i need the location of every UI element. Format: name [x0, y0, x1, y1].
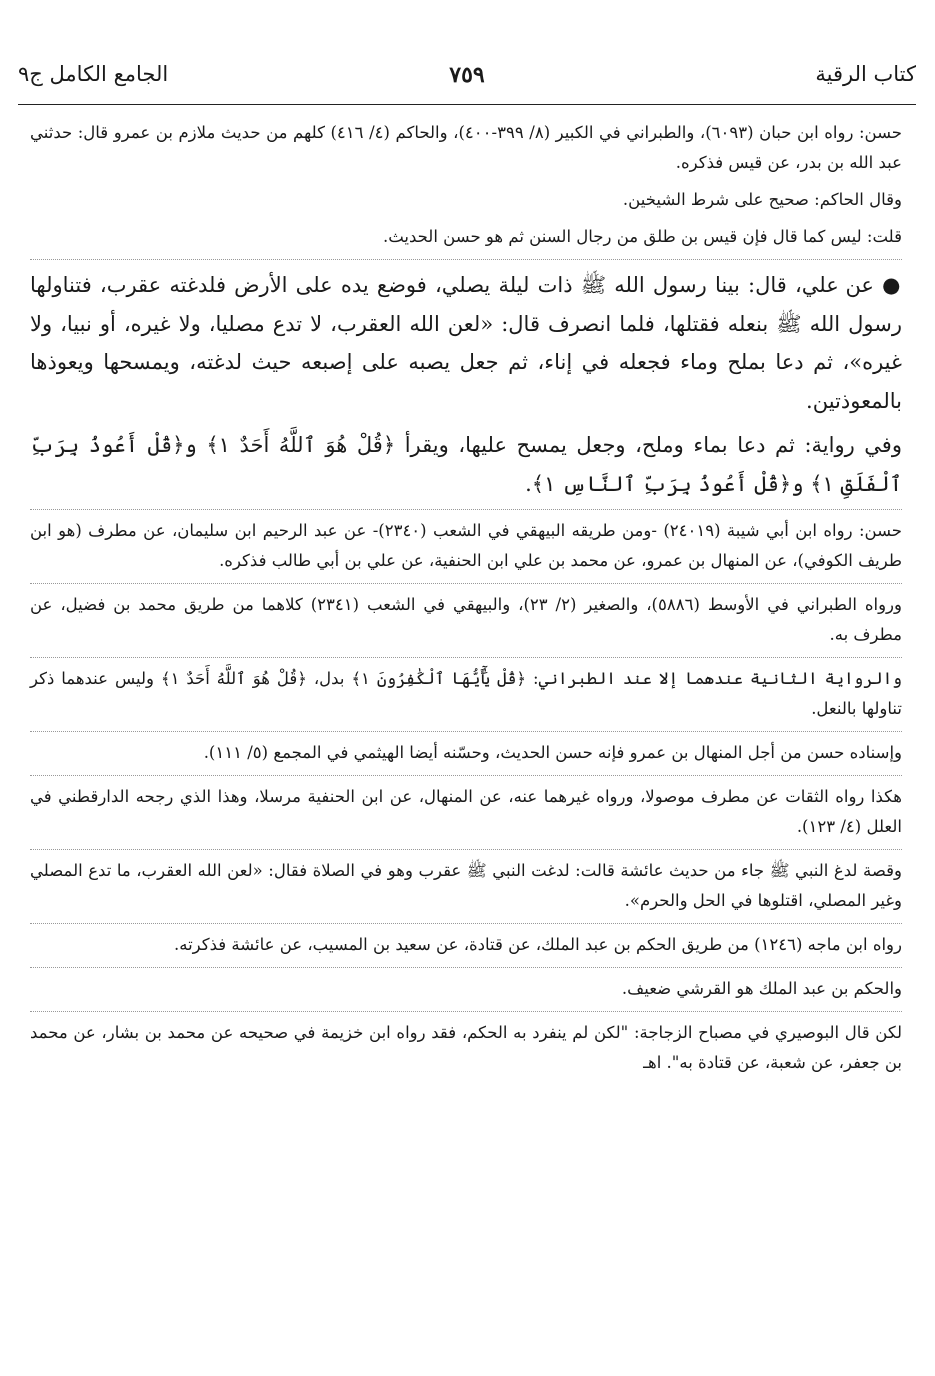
- takhrij-paragraph: قلت: ليس كما قال فإن قيس بن طلق من رجال السنن ثم هو حسن الحديث.: [382, 227, 902, 246]
- hadith-body: عن علي، قال: بينا رسول الله ﷺ ذات ليلة يصلي، فوضع يده على الأرض فلدغته عقرب، فتناولها رسول الله ﷺ بنعله فقتلها، فلما انصرف قال: «لعن الله العقرب، لا تدع مصليا، ولا غيره، أو نبيا، ولا غيره»، ثم دعا بملح وماء فجعله في إناء، ثم جعل يصبه على إصبعه حيث لدغته، ويمسحها ويعوذها بالمعوذتين.: [30, 273, 902, 413]
- takhrij-paragraph: رواه ابن ماجه (١٢٤٦) من طريق الحكم بن عبد الملك، عن قتادة، عن سعيد بن المسيب، عن عائشة فذكرته.: [30, 923, 902, 960]
- hadith-text: [30, 259, 902, 420]
- page-number: ٧٥٩: [449, 62, 485, 88]
- takhrij-paragraph: والرواية الثانية عندهما إلا عند الطبراني: ﴿قُلْ يَٰٓأَيُّهَا ٱلْكَٰفِرُونَ ١﴾ بدل، ﴿قُلْ هُوَ ٱللَّهُ أَحَدٌ ١﴾ وليس عندهما ذكر تناولها بالنعل.: [30, 657, 902, 724]
- volume-title: الجامع الكامل ج٩: [18, 62, 169, 86]
- takhrij-paragraph: وإسناده حسن من أجل المنهال بن عمرو فإنه حسن الحديث، وحسّنه أيضا الهيثمي في المجمع (٥/ ١١١).: [30, 731, 902, 768]
- bullet-icon: ●: [882, 272, 902, 297]
- takhrij-paragraph: حسن: رواه ابن حبان (٦٠٩٣)، والطبراني في الكبير (٨/ ٣٩٩-٤٠٠)، والحاكم (٤/ ٤١٦) كلهم من حديث ملازم بن عمرو قال: حدثني عبد الله بن بدر، عن قيس فذكره.: [30, 123, 903, 172]
- takhrij-paragraph: وقال الحاكم: صحيح على شرط الشيخين.: [622, 190, 902, 209]
- takhrij-paragraph: لكن قال البوصيري في مصباح الزجاجة: "لكن لم ينفرد به الحكم، فقد رواه ابن خزيمة في صحيحه عن محمد بن بشار، عن محمد بن جعفر، عن شعبة، عن قتادة به". اهـ: [30, 1011, 902, 1078]
- header-rule: [18, 104, 916, 105]
- takhrij-paragraph: ورواه الطبراني في الأوسط (٥٨٨٦)، والصغير (٢/ ٢٣)، والبيهقي في الشعب (٢٣٤١) كلاهما من طريق محمد بن فضيل، عن مطرف به.: [30, 583, 902, 650]
- page-content: [30, 118, 902, 1085]
- book-title: كتاب الرقية: [815, 62, 916, 86]
- takhrij-paragraph: حسن: رواه ابن أبي شيبة (٢٤٠١٩) -ومن طريقه البيهقي في الشعب (٢٣٤٠)- عن عبد الرحيم ابن سليمان، عن مطرف (هو ابن طريف الكوفي)، عن المنهال بن عمرو، عن محمد بن علي ابن الحنفية، عن علي بن أبي طالب فذكره.: [30, 509, 902, 576]
- hadith-variant: وفي رواية: ثم دعا بماء وملح، وجعل يمسح عليها، ويقرأ ﴿قُلْ هُوَ ٱللَّهُ أَحَدٌ ١﴾ و﴿قُلْ أَعُوذُ بِرَبِّ ٱلْفَلَقِ ١﴾ و﴿قُلْ أَعُوذُ بِرَبِّ ٱلنَّاسِ ١﴾.: [30, 433, 902, 496]
- takhrij-paragraph: وقصة لدغ النبي ﷺ جاء من حديث عائشة قالت: لدغت النبي ﷺ عقرب وهو في الصلاة فقال: «لعن الله العقرب، ما تدع المصلي وغير المصلي، اقتلوها في الحل والحرم».: [30, 849, 902, 916]
- page-header: [18, 58, 916, 98]
- takhrij-paragraph: والحكم بن عبد الملك هو القرشي ضعيف.: [30, 967, 902, 1004]
- takhrij-paragraph: هكذا رواه الثقات عن مطرف موصولا، ورواه غيرهما عنه، عن المنهال، عن ابن الحنفية مرسلا، وهذا الذي رجحه الدارقطني في العلل (٤/ ١٢٣).: [30, 775, 902, 842]
